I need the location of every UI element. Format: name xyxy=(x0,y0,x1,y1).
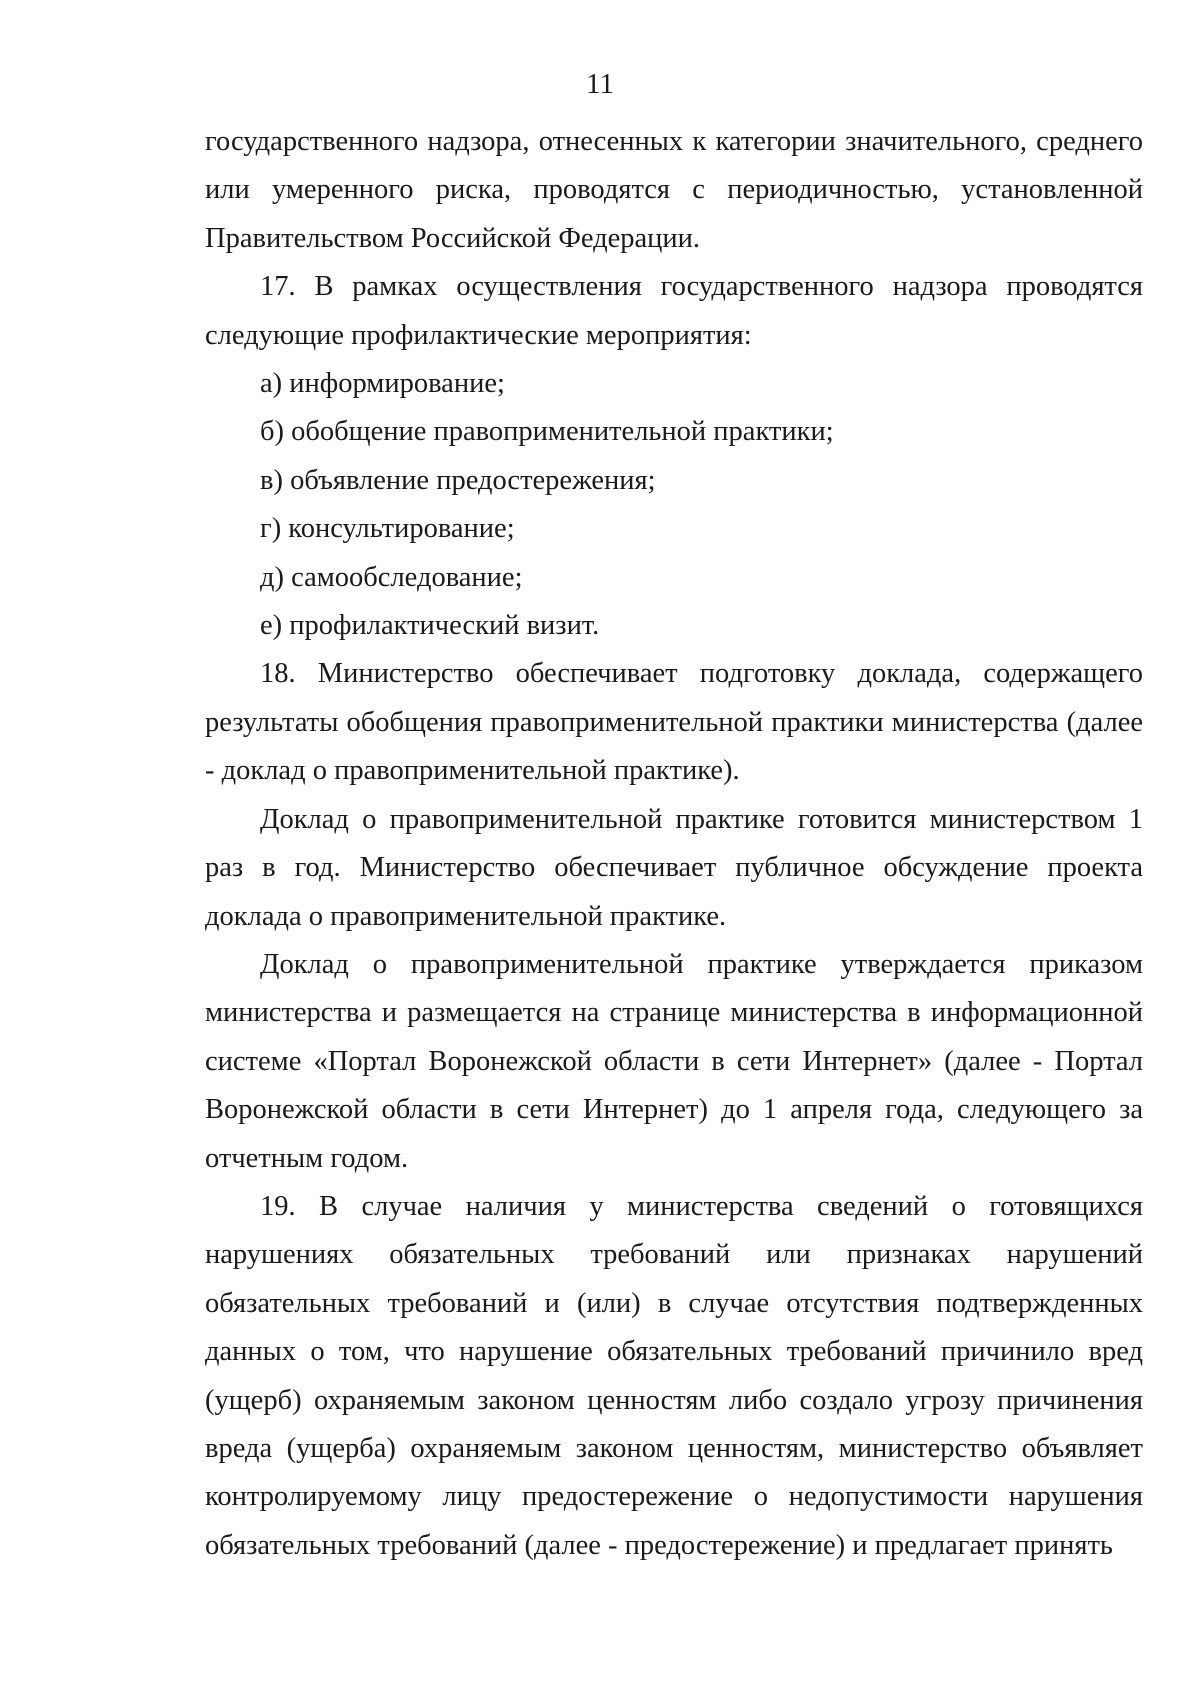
page-number: 11 xyxy=(586,68,614,100)
list-item-b: б) обобщение правоприменительной практики; xyxy=(260,416,834,448)
list-item-v: в) объявление предостережения; xyxy=(260,464,656,496)
paragraph-report-approval: Доклад о правоприменительной практике утверждается приказом министерства и размещается на странице министерства в информационной системе «Портал Воронежской области в сети Интернет» (далее - Портал Воронежской области в сети Интернет) до 1 апреля года, следующего за отчетным годом. xyxy=(205,948,1143,1174)
paragraph-19: 19. В случае наличия у министерства сведений о готовящихся нарушениях обязательных требований или признаках нарушений обязательных требований и (или) в случае отсутствия подтвержденных данных о том, что нарушение обязательных требований причинило вред (ущерб) охраняемым законом ценностям либо создало угрозу причинения вреда (ущерба) охраняемым законом ценностям, министерство объявляет контролируемому лицу предостережение о недопустимости нарушения обязательных требований (далее - предостережение) и предлагает принять xyxy=(205,1190,1143,1561)
paragraph-report-frequency: Доклад о правоприменительной практике готовится министерством 1 раз в год. Министерство обеспечивает публичное обсуждение проекта доклада о правоприменительной практике. xyxy=(205,803,1143,932)
paragraph-17: 17. В рамках осуществления государственного надзора проводятся следующие профилактические мероприятия: xyxy=(205,271,1143,351)
list-item-g: г) консультирование; xyxy=(260,513,515,545)
list-item-d: д) самообследование; xyxy=(260,561,523,593)
document-body xyxy=(205,118,1143,1570)
paragraph-continuation: государственного надзора, отнесенных к категории значительного, среднего или умеренного риска, проводятся с периодичностью, установленной Правительством Российской Федерации. xyxy=(205,126,1143,254)
paragraph-18: 18. Министерство обеспечивает подготовку доклада, содержащего результаты обобщения правоприменительной практики министерства (далее - доклад о правоприменительной практике). xyxy=(205,658,1143,787)
list-item-e: е) профилактический визит. xyxy=(260,610,600,642)
list-item-a: а) информирование; xyxy=(260,368,505,400)
